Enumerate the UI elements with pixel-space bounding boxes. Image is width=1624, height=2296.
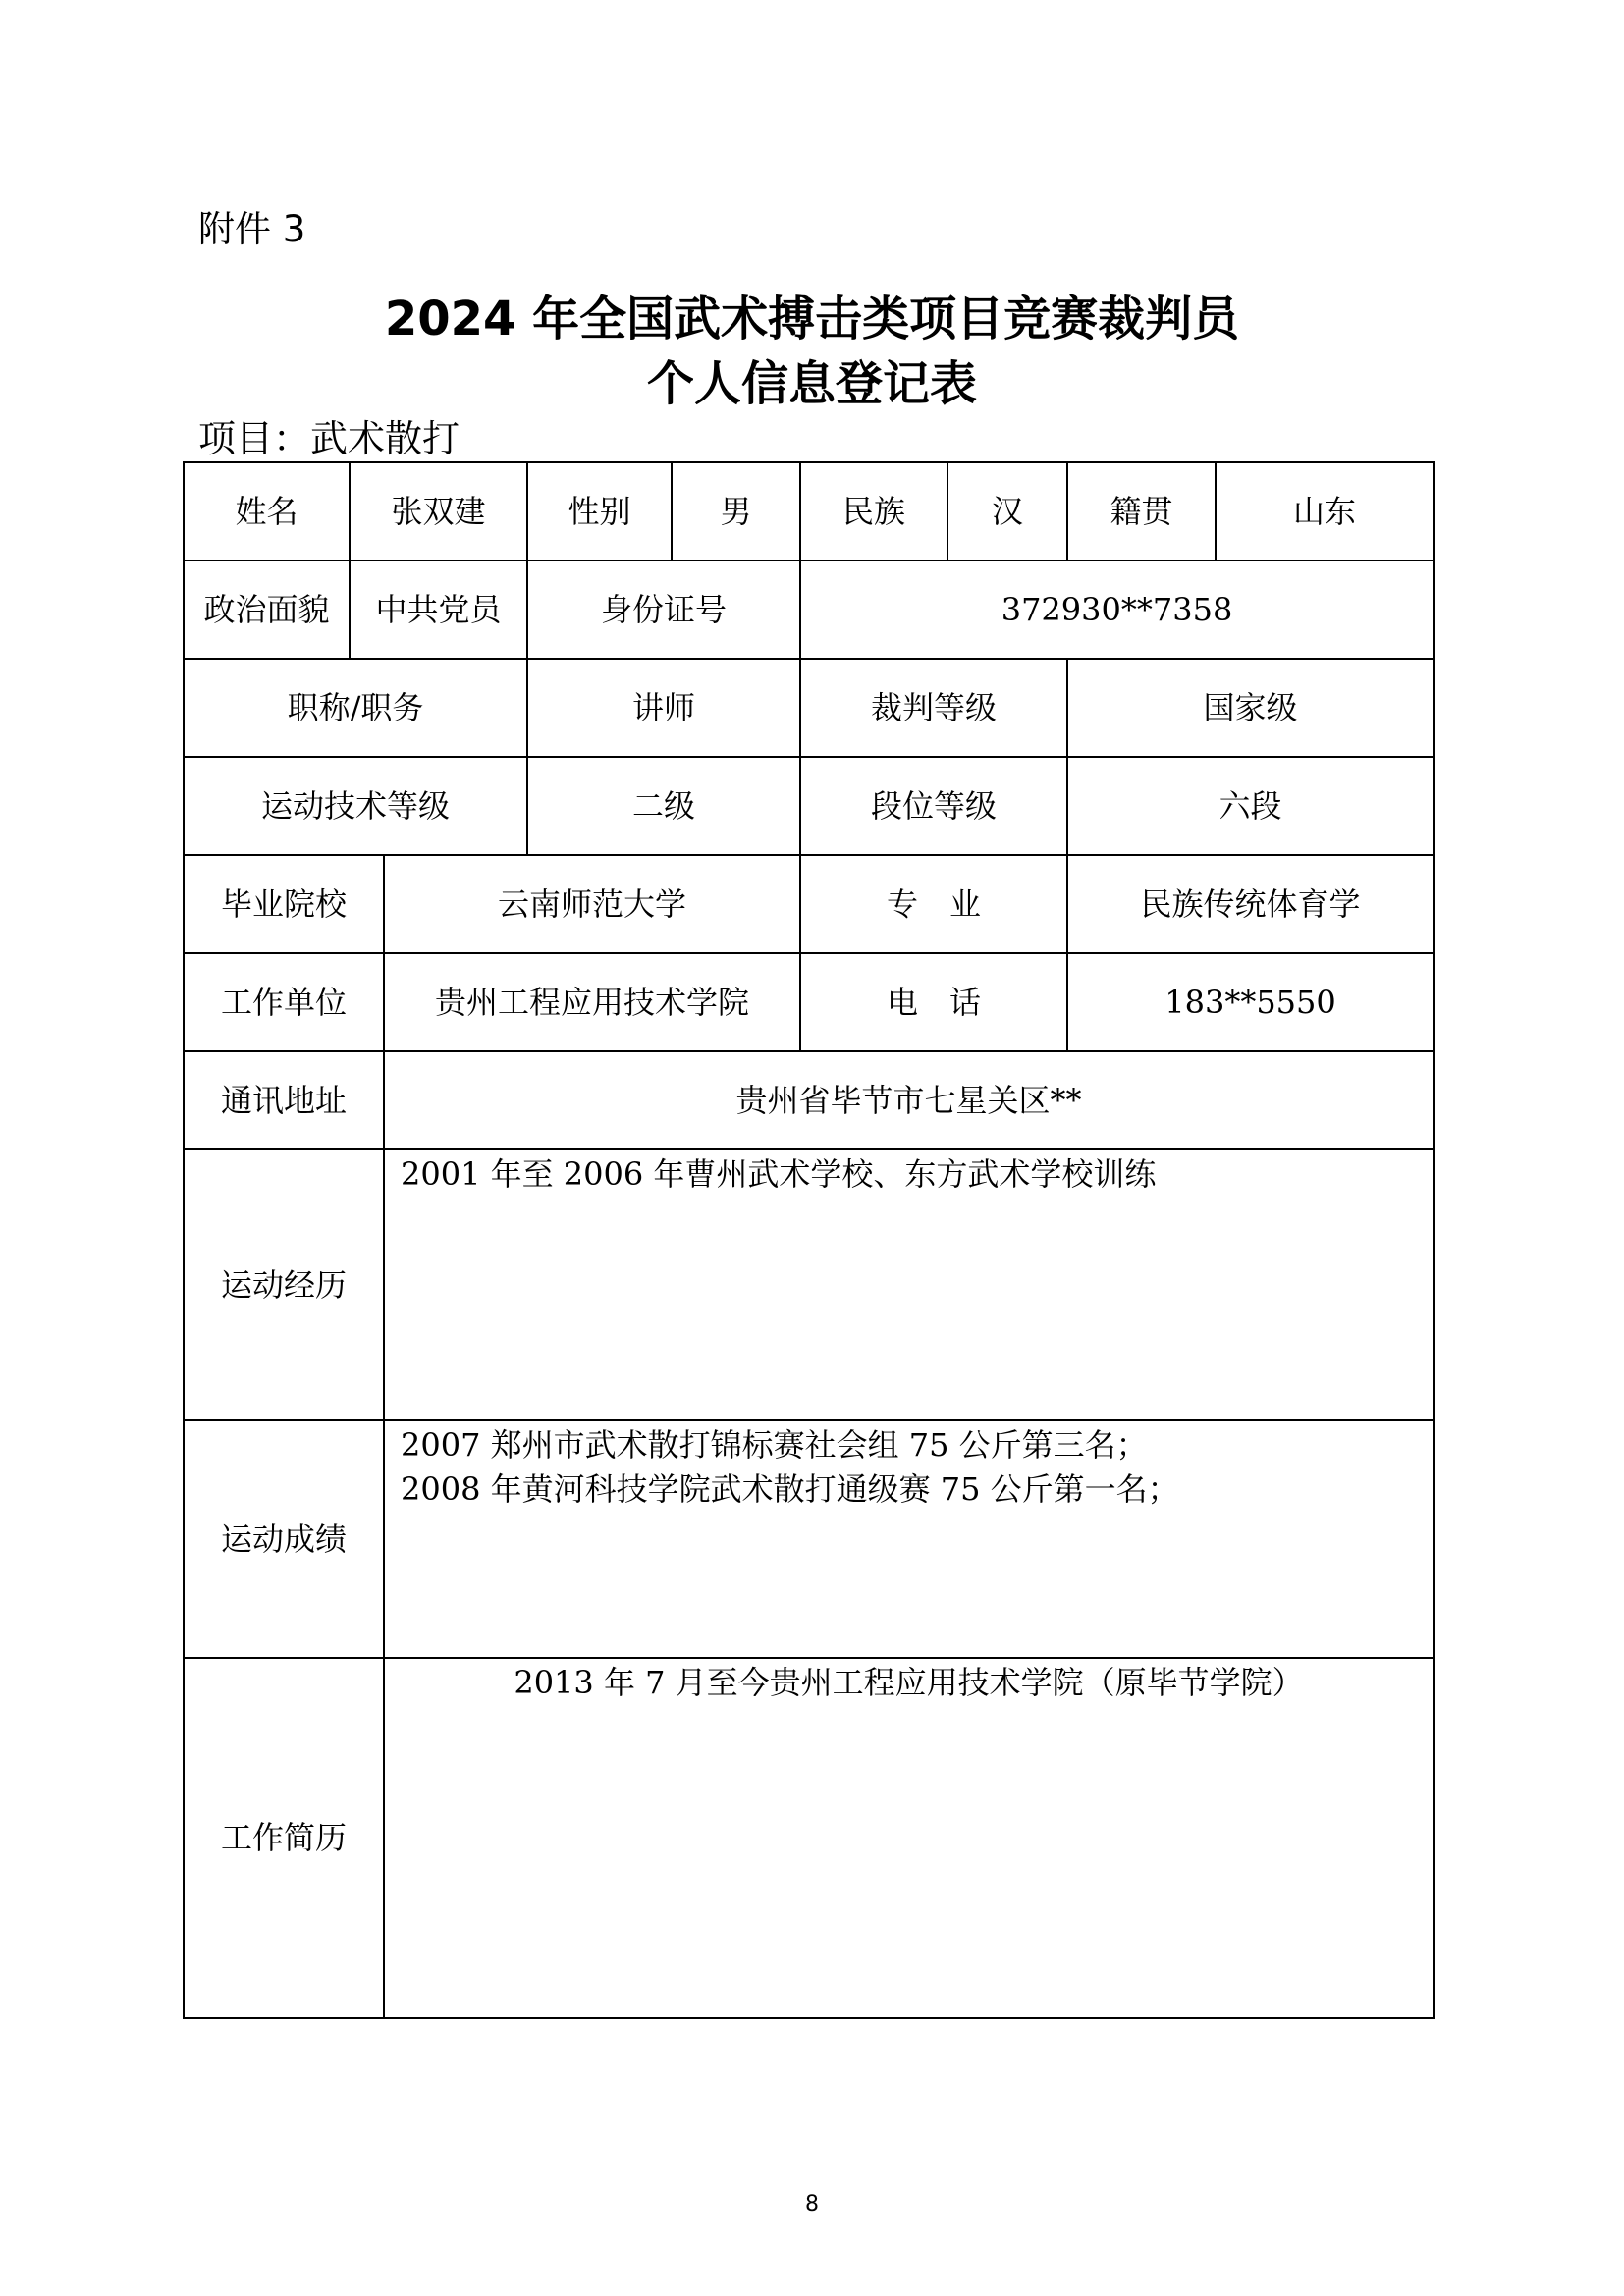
- dan-label: 段位等级: [870, 786, 997, 825]
- work-unit-label: 工作单位: [220, 983, 347, 1021]
- achievement-item: 2007 郑州市武术散打锦标赛社会组 75 公斤第三名；: [401, 1426, 1148, 1464]
- project-label: 项目：武术散打: [198, 417, 460, 460]
- form-subtitle: 个人信息登记表: [646, 356, 977, 411]
- registration-table: [183, 461, 1435, 2019]
- school-label: 毕业院校: [220, 884, 347, 923]
- address-value: 贵州省毕节市七星关区**: [735, 1081, 1082, 1119]
- id-value: 372930**7358: [1001, 590, 1233, 628]
- phone-label: 电 话: [886, 983, 981, 1021]
- major-value: 民族传统体育学: [1140, 884, 1361, 923]
- school-value: 云南师范大学: [497, 884, 686, 923]
- major-label: 专 业: [886, 884, 981, 923]
- political-label: 政治面貌: [203, 590, 330, 628]
- referee-value: 国家级: [1203, 688, 1298, 726]
- attachment-label: 附件 3: [198, 208, 306, 250]
- title-value: 讲师: [631, 688, 695, 726]
- work-history-value: 2013 年 7 月至今贵州工程应用技术学院（原毕节学院）: [514, 1664, 1304, 1701]
- achievements-list: [385, 1421, 1433, 1657]
- sport-level-label: 运动技术等级: [260, 786, 450, 825]
- form-title: 2024 年全国武术搏击类项目竞赛裁判员: [384, 292, 1240, 347]
- gender-value: 男: [720, 492, 752, 530]
- name-value: 张双建: [391, 492, 486, 530]
- experience-value: 2001 年至 2006 年曹州武术学校、东方武术学校训练: [401, 1155, 1157, 1193]
- referee-label: 裁判等级: [870, 688, 997, 726]
- page-number: 8: [805, 2192, 819, 2216]
- address-label: 通讯地址: [220, 1081, 347, 1119]
- ethnicity-label: 民族: [841, 492, 905, 530]
- work-unit-value: 贵州工程应用技术学院: [434, 983, 749, 1021]
- experience-label: 运动经历: [220, 1265, 347, 1304]
- dan-value: 六段: [1218, 786, 1282, 825]
- id-label: 身份证号: [600, 590, 727, 628]
- ethnicity-value: 汉: [991, 492, 1023, 530]
- title-label: 职称/职务: [287, 688, 424, 726]
- work-history-label: 工作简历: [220, 1819, 347, 1857]
- name-label: 姓名: [235, 492, 298, 530]
- gender-label: 性别: [568, 492, 631, 530]
- native-label: 籍贯: [1110, 492, 1173, 530]
- political-value: 中共党员: [375, 590, 502, 628]
- achievement-item: 2008 年黄河科技学院武术散打通级赛 75 公斤第一名；: [401, 1469, 1179, 1508]
- native-value: 山东: [1292, 492, 1356, 530]
- sport-level-value: 二级: [631, 786, 695, 825]
- phone-value: 183**5550: [1164, 983, 1336, 1021]
- achievements-label: 运动成绩: [220, 1520, 347, 1558]
